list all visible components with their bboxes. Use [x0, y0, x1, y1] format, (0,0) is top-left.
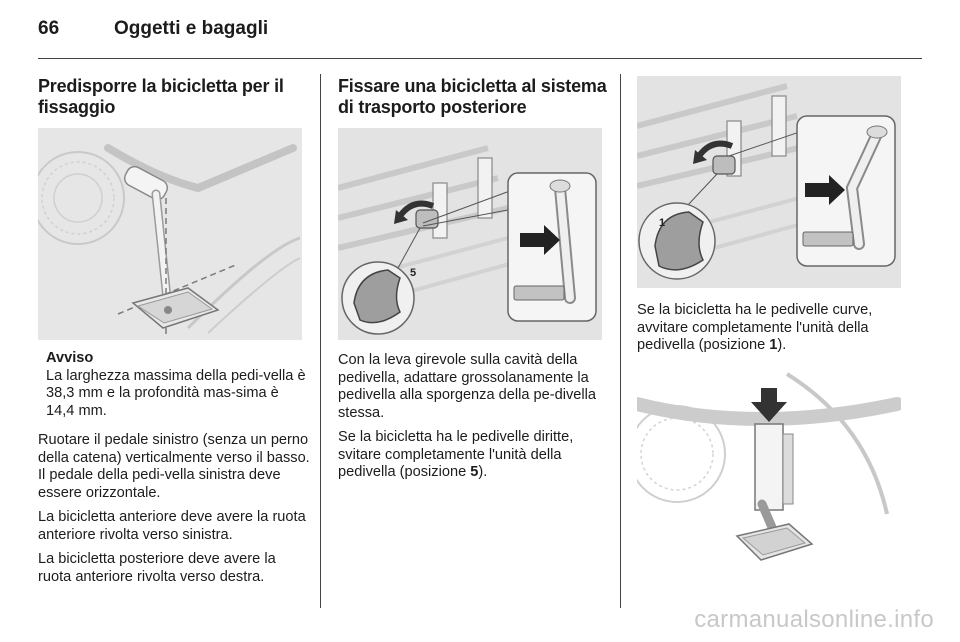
col1-paragraph-3: La bicicletta posteriore deve avere la ruota anteriore rivolta verso destra.: [38, 551, 276, 585]
figure-label-5: 5: [410, 267, 417, 279]
figure-pedal-in-carrier: [637, 364, 901, 580]
header-rule: [38, 58, 922, 59]
col3-p1-text: Se la bicicletta ha le pedivelle curve, avvitare completamente l'unità della pedivella (posizione: [637, 302, 873, 353]
col2-p2-end: ).: [478, 464, 488, 480]
column-divider-1: [320, 74, 321, 608]
col1-paragraph-2: La bicicletta anteriore deve avere la ruota anteriore rivolta verso sinistra.: [38, 509, 306, 543]
note-title: Avviso: [46, 350, 94, 366]
col3-p1-end: ).: [777, 337, 787, 353]
section-heading-fix-bicycle: Fissare una bicicletta al sistema di trasporto posteriore: [338, 76, 607, 117]
page-header: [38, 18, 268, 40]
col3-paragraph-1: [637, 302, 912, 355]
section-heading-prepare: Predisporre la bicicletta per il fissaggio: [38, 76, 284, 117]
col1-body: [38, 432, 310, 593]
col2-p2-text: Se la bicicletta ha le pedivelle diritte, svitare completamente l'unità della pedivella (posizione: [338, 429, 574, 480]
carrier-drawing-1: [338, 128, 602, 340]
watermark: carmanualsonline.info: [694, 606, 934, 633]
carrier-drawing-2: [637, 76, 901, 288]
note-box: [46, 350, 308, 420]
col3-body: [637, 302, 912, 362]
pedal-carrier-drawing: [637, 364, 901, 580]
pedal-drawing: [38, 128, 302, 340]
page-number: 66: [38, 18, 60, 39]
col2-body: [338, 352, 610, 489]
figure-label-1: 1: [659, 217, 666, 229]
page-title: Oggetti e bagagli: [114, 18, 269, 39]
col1-paragraph-1: Ruotare il pedale sinistro (senza un perno della catena) verticalmente verso il basso. Il pedale della pedi-vella sinistra deve essere orizzontale.: [38, 432, 310, 501]
col2-paragraph-2: [338, 429, 610, 482]
figure-carrier-curved-crank: [637, 76, 901, 288]
figure-pedal-illustration: [38, 128, 302, 340]
col2-paragraph-1: Con la leva girevole sulla cavità della pedivella, adattare grossolanamente la pedivella alla sporgenza della pe-divella stessa.: [338, 352, 596, 421]
figure-carrier-straight-crank: [338, 128, 602, 340]
note-text: La larghezza massima della pedi-vella è 38,3 mm e la profondità mas-sima è 14,4 mm.: [46, 367, 306, 419]
col3-p1-position: 1: [769, 337, 778, 353]
column-divider-2: [620, 74, 621, 608]
col2-p2-position: 5: [470, 464, 479, 480]
